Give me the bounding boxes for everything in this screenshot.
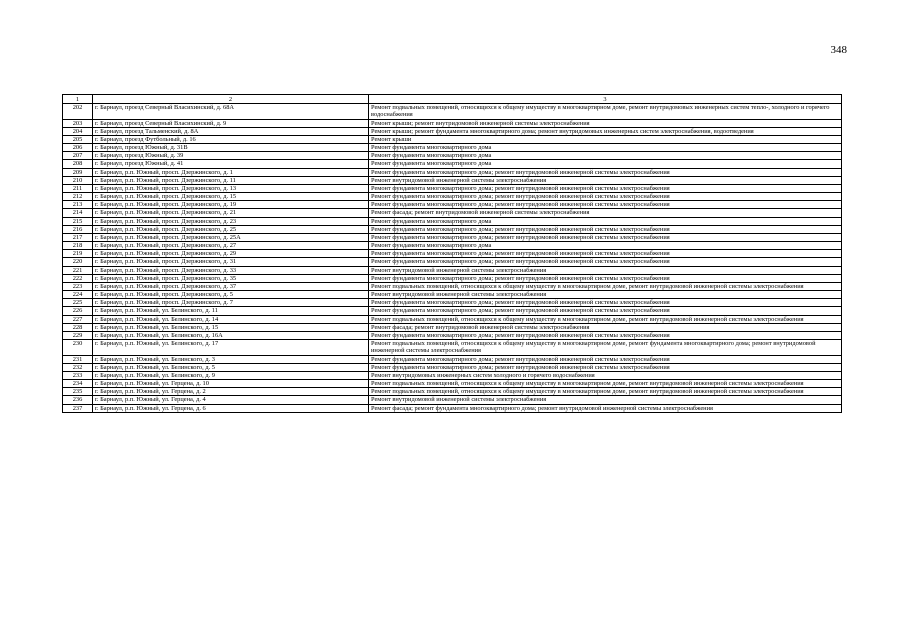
address-cell: г. Барнаул, р.п. Южный, просп. Дзержинского, д. 37	[93, 282, 369, 290]
address-cell: г. Барнаул, р.п. Южный, просп. Дзержинского, д. 25А	[93, 233, 369, 241]
row-number-cell: 209	[63, 168, 93, 176]
table-row	[63, 168, 842, 176]
address-cell: г. Барнаул, р.п. Южный, ул. Белинского, д. 11	[93, 307, 369, 315]
row-number-cell: 204	[63, 127, 93, 135]
table-row	[63, 201, 842, 209]
address-cell: г. Барнаул, р.п. Южный, ул. Герцена, д. 4	[93, 396, 369, 404]
address-cell: г. Барнаул, р.п. Южный, ул. Белинского, д. 14	[93, 315, 369, 323]
table-row	[63, 323, 842, 331]
row-number-cell: 217	[63, 233, 93, 241]
row-number-cell: 219	[63, 250, 93, 258]
table-row	[63, 217, 842, 225]
work-description-cell: Ремонт внутридомовой инженерной системы электроснабжения	[369, 396, 842, 404]
row-number-cell: 228	[63, 323, 93, 331]
work-description-cell: Ремонт фундамента многоквартирного дома	[369, 160, 842, 168]
table-body	[63, 104, 842, 413]
table-header-row	[63, 95, 842, 104]
table-row	[63, 331, 842, 339]
address-cell: г. Барнаул, р.п. Южный, просп. Дзержинского, д. 33	[93, 266, 369, 274]
table-row	[63, 119, 842, 127]
work-description-cell: Ремонт фундамента многоквартирного дома; ремонт внутридомовой инженерной системы электроснабжения	[369, 201, 842, 209]
work-description-cell: Ремонт фундамента многоквартирного дома; ремонт внутридомовой инженерной системы электроснабжения	[369, 307, 842, 315]
table-row	[63, 363, 842, 371]
address-cell: г. Барнаул, р.п. Южный, просп. Дзержинского, д. 35	[93, 274, 369, 282]
address-cell: г. Барнаул, р.п. Южный, ул. Белинского, д. 5	[93, 363, 369, 371]
table-row	[63, 193, 842, 201]
table-row	[63, 291, 842, 299]
work-description-cell: Ремонт фундамента многоквартирного дома; ремонт внутридомовой инженерной системы электроснабжения	[369, 299, 842, 307]
address-cell: г. Барнаул, р.п. Южный, ул. Герцена, д. 6	[93, 404, 369, 412]
table-row	[63, 315, 842, 323]
work-description-cell: Ремонт фундамента многоквартирного дома	[369, 242, 842, 250]
address-cell: г. Барнаул, р.п. Южный, просп. Дзержинского, д. 21	[93, 209, 369, 217]
table-row	[63, 127, 842, 135]
row-number-cell: 226	[63, 307, 93, 315]
address-cell: г. Барнаул, р.п. Южный, просп. Дзержинского, д. 7	[93, 299, 369, 307]
table-row	[63, 258, 842, 266]
work-description-cell: Ремонт подвальных помещений, относящихся к общему имуществу в многоквартирном доме, ремонт внутридомовой инженерной системы электроснабжения	[369, 388, 842, 396]
work-description-cell: Ремонт фундамента многоквартирного дома; ремонт внутридомовой инженерной системы электроснабжения	[369, 193, 842, 201]
row-number-cell: 224	[63, 291, 93, 299]
work-description-cell: Ремонт фундамента многоквартирного дома; ремонт внутридомовой инженерной системы электроснабжения	[369, 184, 842, 192]
row-number-cell: 202	[63, 104, 93, 119]
row-number-cell: 231	[63, 355, 93, 363]
row-number-cell: 235	[63, 388, 93, 396]
work-description-cell: Ремонт фасада; ремонт внутридомовой инженерной системы электроснабжения	[369, 323, 842, 331]
table-row	[63, 135, 842, 143]
table-row	[63, 355, 842, 363]
table-row	[63, 104, 842, 119]
address-cell: г. Барнаул, р.п. Южный, просп. Дзержинского, д. 15	[93, 193, 369, 201]
header-col-2: 2	[93, 95, 369, 104]
table-row	[63, 282, 842, 290]
row-number-cell: 213	[63, 201, 93, 209]
work-description-cell: Ремонт подвальных помещений, относящихся к общему имуществу в многоквартирном доме, ремонт внутридомовой инженерной системы электроснабжения	[369, 380, 842, 388]
address-cell: г. Барнаул, р.п. Южный, просп. Дзержинского, д. 5	[93, 291, 369, 299]
work-description-cell: Ремонт фундамента многоквартирного дома; ремонт внутридомовой инженерной системы электроснабжения	[369, 274, 842, 282]
address-cell: г. Барнаул, проезд Северный Власихинский, д. 68А	[93, 104, 369, 119]
table-row	[63, 307, 842, 315]
row-number-cell: 223	[63, 282, 93, 290]
table-row	[63, 152, 842, 160]
header-col-1: 1	[63, 95, 93, 104]
work-description-cell: Ремонт крыши; ремонт внутридомовой инженерной системы электроснабжения	[369, 119, 842, 127]
row-number-cell: 214	[63, 209, 93, 217]
table-row	[63, 176, 842, 184]
address-cell: г. Барнаул, р.п. Южный, просп. Дзержинского, д. 11	[93, 176, 369, 184]
work-description-cell: Ремонт фундамента многоквартирного дома; ремонт внутридомовой инженерной системы электроснабжения	[369, 168, 842, 176]
work-description-cell: Ремонт внутридомовой инженерной системы электроснабжения	[369, 176, 842, 184]
address-cell: г. Барнаул, р.п. Южный, ул. Белинского, д. 16А	[93, 331, 369, 339]
address-cell: г. Барнаул, р.п. Южный, просп. Дзержинского, д. 13	[93, 184, 369, 192]
row-number-cell: 207	[63, 152, 93, 160]
address-cell: г. Барнаул, р.п. Южный, ул. Белинского, д. 9	[93, 371, 369, 379]
work-description-cell: Ремонт крыши; ремонт фундамента многоквартирного дома; ремонт внутридомовых инженерных систем электроснабжения, водоотведения	[369, 127, 842, 135]
work-description-cell: Ремонт внутридомовой инженерной системы электроснабжения	[369, 291, 842, 299]
row-number-cell: 234	[63, 380, 93, 388]
work-description-cell: Ремонт внутридомовой инженерной системы электроснабжения	[369, 266, 842, 274]
table-row	[63, 274, 842, 282]
table-row	[63, 144, 842, 152]
work-description-cell: Ремонт фундамента многоквартирного дома; ремонт внутридомовой инженерной системы электроснабжения	[369, 225, 842, 233]
table-row	[63, 340, 842, 355]
address-cell: г. Барнаул, проезд Северный Власихинский, д. 9	[93, 119, 369, 127]
address-cell: г. Барнаул, проезд Футбольный, д. 16	[93, 135, 369, 143]
address-cell: г. Барнаул, проезд Южный, д. 39	[93, 152, 369, 160]
address-cell: г. Барнаул, р.п. Южный, ул. Белинского, д. 3	[93, 355, 369, 363]
address-cell: г. Барнаул, проезд Южный, д. 31В	[93, 144, 369, 152]
address-cell: г. Барнаул, р.п. Южный, ул. Белинского, д. 17	[93, 340, 369, 355]
address-cell: г. Барнаул, р.п. Южный, просп. Дзержинского, д. 1	[93, 168, 369, 176]
work-description-cell: Ремонт фундамента многоквартирного дома	[369, 217, 842, 225]
row-number-cell: 220	[63, 258, 93, 266]
table-row	[63, 250, 842, 258]
address-cell: г. Барнаул, р.п. Южный, просп. Дзержинского, д. 31	[93, 258, 369, 266]
work-description-cell: Ремонт фундамента многоквартирного дома; ремонт внутридомовой инженерной системы электроснабжения	[369, 258, 842, 266]
table-row	[63, 266, 842, 274]
repair-program-table	[62, 94, 842, 413]
table-row	[63, 184, 842, 192]
work-description-cell: Ремонт подвальных помещений, относящихся к общему имуществу в многоквартирном доме, ремонт внутридомовых инженерных систем тепло-, холодного и горячего водоснабжения	[369, 104, 842, 119]
work-description-cell: Ремонт фундамента многоквартирного дома; ремонт внутридомовой инженерной системы электроснабжения	[369, 355, 842, 363]
row-number-cell: 216	[63, 225, 93, 233]
row-number-cell: 225	[63, 299, 93, 307]
row-number-cell: 210	[63, 176, 93, 184]
header-col-3: 3	[369, 95, 842, 104]
row-number-cell: 212	[63, 193, 93, 201]
work-description-cell: Ремонт внутридомовых инженерных систем холодного и горячего водоснабжения	[369, 371, 842, 379]
table-row	[63, 160, 842, 168]
table-row	[63, 371, 842, 379]
address-cell: г. Барнаул, проезд Тальменский, д. 8А	[93, 127, 369, 135]
row-number-cell: 236	[63, 396, 93, 404]
row-number-cell: 218	[63, 242, 93, 250]
table-row	[63, 299, 842, 307]
work-description-cell: Ремонт подвальных помещений, относящихся к общему имуществу в многоквартирном доме, ремонт фундамента многоквартирного дома; ремонт внутридомовой инженерной системы электроснабжения	[369, 340, 842, 355]
row-number-cell: 237	[63, 404, 93, 412]
work-description-cell: Ремонт фундамента многоквартирного дома	[369, 144, 842, 152]
address-cell: г. Барнаул, р.п. Южный, ул. Герцена, д. 10	[93, 380, 369, 388]
table-row	[63, 380, 842, 388]
work-description-cell: Ремонт фундамента многоквартирного дома; ремонт внутридомовой инженерной системы электроснабжения	[369, 233, 842, 241]
page-number: 348	[830, 44, 847, 56]
row-number-cell: 208	[63, 160, 93, 168]
row-number-cell: 232	[63, 363, 93, 371]
table-row	[63, 233, 842, 241]
row-number-cell: 205	[63, 135, 93, 143]
work-description-cell: Ремонт фасада; ремонт фундамента многоквартирного дома; ремонт внутридомовой инженерной системы электроснабжения	[369, 404, 842, 412]
row-number-cell: 206	[63, 144, 93, 152]
address-cell: г. Барнаул, проезд Южный, д. 41	[93, 160, 369, 168]
row-number-cell: 211	[63, 184, 93, 192]
address-cell: г. Барнаул, р.п. Южный, просп. Дзержинского, д. 23	[93, 217, 369, 225]
address-cell: г. Барнаул, р.п. Южный, ул. Герцена, д. 2	[93, 388, 369, 396]
address-cell: г. Барнаул, р.п. Южный, просп. Дзержинского, д. 29	[93, 250, 369, 258]
row-number-cell: 222	[63, 274, 93, 282]
work-description-cell: Ремонт фундамента многоквартирного дома	[369, 152, 842, 160]
row-number-cell: 230	[63, 340, 93, 355]
work-description-cell: Ремонт подвальных помещений, относящихся к общему имуществу в многоквартирном доме, ремонт внутридомовой инженерной системы электроснабжения	[369, 282, 842, 290]
row-number-cell: 229	[63, 331, 93, 339]
work-description-cell: Ремонт фундамента многоквартирного дома; ремонт внутридомовой инженерной системы электроснабжения	[369, 250, 842, 258]
address-cell: г. Барнаул, р.п. Южный, просп. Дзержинского, д. 25	[93, 225, 369, 233]
table-row	[63, 242, 842, 250]
work-description-cell: Ремонт фундамента многоквартирного дома; ремонт внутридомовой инженерной системы электроснабжения	[369, 331, 842, 339]
work-description-cell: Ремонт подвальных помещений, относящихся к общему имуществу в многоквартирном доме, ремонт внутридомовой инженерной системы электроснабжения	[369, 315, 842, 323]
address-cell: г. Барнаул, р.п. Южный, просп. Дзержинского, д. 27	[93, 242, 369, 250]
table-row	[63, 209, 842, 217]
table-row	[63, 404, 842, 412]
row-number-cell: 203	[63, 119, 93, 127]
address-cell: г. Барнаул, р.п. Южный, ул. Белинского, д. 15	[93, 323, 369, 331]
row-number-cell: 233	[63, 371, 93, 379]
row-number-cell: 221	[63, 266, 93, 274]
work-description-cell: Ремонт крыши	[369, 135, 842, 143]
row-number-cell: 227	[63, 315, 93, 323]
table-row	[63, 388, 842, 396]
work-description-cell: Ремонт фундамента многоквартирного дома; ремонт внутридомовой инженерной системы электроснабжения	[369, 363, 842, 371]
table-row	[63, 396, 842, 404]
address-cell: г. Барнаул, р.п. Южный, просп. Дзержинского, д. 19	[93, 201, 369, 209]
row-number-cell: 215	[63, 217, 93, 225]
table-row	[63, 225, 842, 233]
work-description-cell: Ремонт фасада; ремонт внутридомовой инженерной системы электроснабжения	[369, 209, 842, 217]
